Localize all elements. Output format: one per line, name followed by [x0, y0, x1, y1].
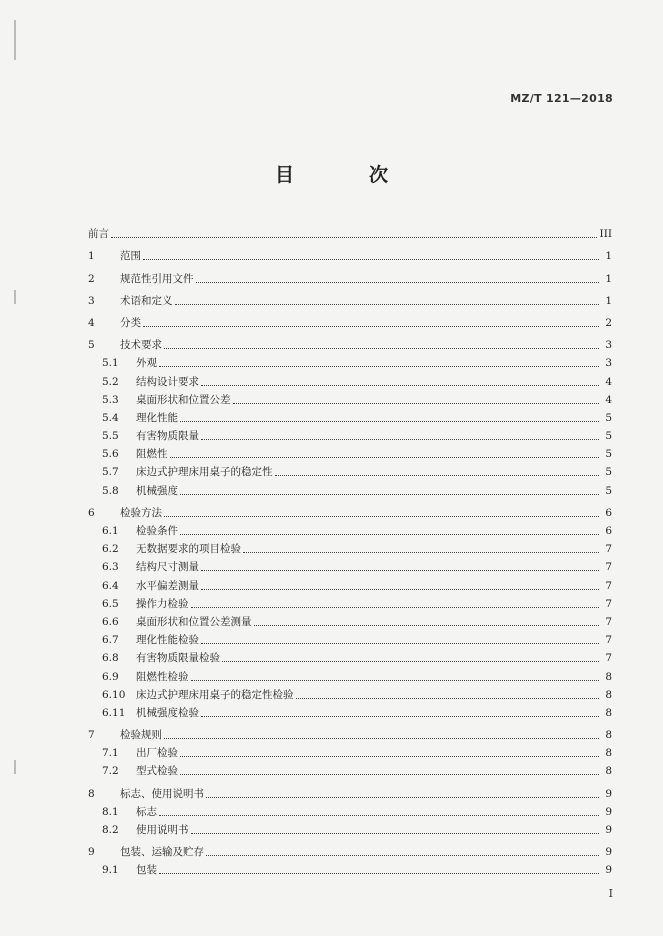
- toc-leader-dots: [143, 258, 599, 260]
- toc-entry-page: 7: [605, 579, 612, 592]
- toc-leader-dots: [233, 402, 600, 404]
- toc-entry[interactable]: [88, 329, 612, 351]
- toc-entry-page: 7: [605, 615, 612, 628]
- toc-entry[interactable]: [88, 858, 612, 876]
- toc-entry[interactable]: [88, 664, 612, 682]
- toc-entry-label: 术语和定义: [120, 294, 173, 307]
- toc-entry-page: 1: [605, 294, 612, 307]
- toc-entry-page: III: [599, 228, 612, 241]
- toc-entry-number: 4: [88, 316, 95, 329]
- toc-entry-page: 9: [605, 824, 612, 836]
- toc-entry-number: 7.2: [102, 765, 119, 778]
- toc-entry-label: 有害物质限量: [136, 430, 199, 443]
- toc-entry[interactable]: [88, 573, 612, 591]
- toc-entry[interactable]: [88, 683, 612, 701]
- toc-entry-number: 8: [88, 787, 95, 800]
- toc-entry-label: 前言: [88, 228, 109, 241]
- toc-leader-dots: [175, 303, 600, 305]
- toc-entry-label: 检验条件: [136, 525, 178, 537]
- scan-binding-mark: [14, 290, 16, 304]
- toc-entry[interactable]: [88, 351, 612, 369]
- toc-entry-number: 6.8: [102, 652, 119, 665]
- toc-entry-number: 7: [88, 729, 95, 742]
- toc-entry-label: 理化性能检验: [136, 634, 199, 647]
- toc-entry-page: 7: [605, 652, 612, 665]
- toc-entry[interactable]: [88, 646, 612, 664]
- toc-entry-label: 分类: [120, 316, 141, 329]
- toc-entry-label: 机械强度: [136, 484, 178, 497]
- toc-leader-dots: [164, 737, 599, 739]
- toc-entry[interactable]: [88, 424, 612, 442]
- toc-leader-dots: [159, 872, 599, 874]
- toc-entry-number: 6.11: [102, 706, 126, 719]
- toc-entry-label: 阻燃性: [136, 448, 168, 461]
- toc-leader-dots: [191, 679, 600, 681]
- toc-leader-dots: [201, 588, 599, 590]
- toc-leader-dots: [222, 660, 599, 662]
- toc-entry-page: 5: [605, 411, 612, 424]
- toc-entry[interactable]: [88, 442, 612, 460]
- toc-leader-dots: [180, 420, 599, 422]
- toc-entry-label: 桌面形状和位置公差: [136, 393, 231, 406]
- toc-entry-number: 5.5: [102, 430, 119, 443]
- toc-entry-number: 8.2: [102, 824, 119, 836]
- toc-leader-dots: [254, 624, 600, 626]
- toc-entry-page: 3: [605, 339, 612, 352]
- toc-entry-label: 结构设计要求: [136, 375, 199, 388]
- toc-entry-number: 6.7: [102, 634, 119, 647]
- toc-entry-page: 8: [605, 747, 612, 760]
- toc-entry-number: 5.8: [102, 484, 119, 497]
- toc-entry-page: 5: [605, 466, 612, 479]
- toc-entry-label: 外观: [136, 357, 157, 370]
- toc-entry[interactable]: [88, 285, 612, 307]
- scan-binding-mark: [14, 20, 16, 60]
- toc-leader-dots: [164, 347, 599, 349]
- toc-entry-number: 9: [88, 846, 95, 859]
- scan-binding-mark: [14, 760, 16, 774]
- toc-entry-page: 2: [605, 316, 612, 329]
- toc-leader-dots: [201, 715, 599, 717]
- toc-entry-page: 4: [605, 393, 612, 406]
- toc-leader-dots: [201, 384, 599, 386]
- toc-leader-dots: [180, 533, 599, 535]
- toc-leader-dots: [159, 365, 599, 367]
- toc-entry-label: 床边式护理床用桌子的稳定性检验: [136, 688, 294, 701]
- toc-entry[interactable]: [88, 628, 612, 646]
- toc-entry[interactable]: [88, 836, 612, 858]
- toc-leader-dots: [143, 325, 599, 327]
- toc-entry-label: 范围: [120, 250, 141, 263]
- toc-entry-page: 7: [605, 543, 612, 556]
- toc-entry-label: 理化性能: [136, 411, 178, 424]
- toc-entry-label: 阻燃性检验: [136, 670, 189, 683]
- toc-entry[interactable]: [88, 406, 612, 424]
- toc-leader-dots: [206, 854, 599, 856]
- toc-leader-dots: [191, 832, 600, 834]
- toc-leader-dots: [180, 493, 599, 495]
- toc-entry[interactable]: [88, 537, 612, 555]
- toc-entry[interactable]: [88, 610, 612, 628]
- page-title: 目 次: [274, 164, 416, 186]
- toc-entry-number: 5.3: [102, 393, 119, 406]
- toc-entry-page: 8: [605, 706, 612, 719]
- toc-entry-page: 3: [605, 357, 612, 370]
- toc-entry[interactable]: [88, 818, 612, 836]
- toc-entry[interactable]: [88, 777, 612, 799]
- toc-entry[interactable]: [88, 741, 612, 759]
- toc-leader-dots: [243, 551, 599, 553]
- toc-entry-label: 出厂检验: [136, 747, 178, 760]
- toc-entry-page: 6: [605, 525, 612, 537]
- toc-entry-number: 1: [88, 250, 95, 263]
- toc-entry-label: 有害物质限量检验: [136, 652, 220, 665]
- toc-entry-number: 5.4: [102, 411, 119, 424]
- table-of-contents: [88, 218, 612, 876]
- toc-entry-label: 检验规则: [120, 729, 162, 742]
- toc-entry-label: 使用说明书: [136, 824, 189, 836]
- toc-entry[interactable]: [88, 497, 612, 519]
- toc-entry-number: 5.2: [102, 375, 119, 388]
- toc-entry-label: 无数据要求的项目检验: [136, 543, 241, 556]
- toc-entry[interactable]: [88, 519, 612, 537]
- page-number: I: [608, 887, 613, 900]
- toc-leader-dots: [201, 642, 599, 644]
- toc-entry-page: 5: [605, 430, 612, 443]
- toc-leader-dots: [191, 606, 600, 608]
- toc-entry-label: 标志、使用说明书: [120, 787, 204, 800]
- toc-entry-page: 7: [605, 597, 612, 610]
- toc-entry-label: 技术要求: [120, 339, 162, 352]
- toc-entry[interactable]: [88, 719, 612, 741]
- toc-leader-dots: [180, 755, 599, 757]
- toc-entry-number: 6.5: [102, 597, 119, 610]
- toc-entry-number: 5.7: [102, 466, 119, 479]
- toc-entry-label: 型式检验: [136, 765, 178, 778]
- toc-entry-number: 7.1: [102, 747, 119, 760]
- toc-entry-number: 5.6: [102, 448, 119, 461]
- toc-entry[interactable]: [88, 240, 612, 262]
- toc-entry-label: 水平偏差测量: [136, 579, 199, 592]
- toc-entry-label: 床边式护理床用桌子的稳定性: [136, 466, 273, 479]
- toc-entry-label: 包装、运输及贮存: [120, 846, 204, 859]
- toc-entry-number: 5.1: [102, 357, 119, 370]
- toc-entry[interactable]: [88, 800, 612, 818]
- toc-entry-page: 7: [605, 561, 612, 574]
- toc-entry-page: 5: [605, 448, 612, 461]
- toc-entry-number: 6.1: [102, 525, 119, 537]
- toc-entry-number: 6.10: [102, 688, 126, 701]
- toc-entry-page: 9: [605, 864, 612, 877]
- toc-entry-label: 标志: [136, 805, 157, 818]
- toc-entry-page: 8: [605, 729, 612, 742]
- toc-entry[interactable]: [88, 759, 612, 777]
- toc-leader-dots: [275, 474, 600, 476]
- toc-entry-page: 8: [605, 765, 612, 778]
- toc-entry[interactable]: [88, 369, 612, 387]
- toc-entry[interactable]: [88, 592, 612, 610]
- toc-entry-page: 1: [605, 272, 612, 285]
- toc-entry-number: 6: [88, 506, 95, 519]
- toc-leader-dots: [170, 456, 600, 458]
- toc-entry-number: 6.6: [102, 615, 119, 628]
- toc-leader-dots: [201, 569, 599, 571]
- toc-entry-page: 7: [605, 634, 612, 647]
- toc-entry[interactable]: [88, 701, 612, 719]
- toc-entry-page: 9: [605, 805, 612, 818]
- toc-entry-label: 检验方法: [120, 506, 162, 519]
- toc-entry-page: 1: [605, 250, 612, 263]
- toc-entry-number: 3: [88, 294, 95, 307]
- toc-entry-page: 8: [605, 688, 612, 701]
- standard-code: MZ/T 121—2018: [510, 92, 613, 105]
- toc-entry-number: 6.3: [102, 561, 119, 574]
- toc-entry-label: 规范性引用文件: [120, 272, 194, 285]
- toc-leader-dots: [180, 773, 599, 775]
- toc-leader-dots: [111, 236, 597, 238]
- toc-entry-label: 机械强度检验: [136, 706, 199, 719]
- toc-entry-label: 桌面形状和位置公差测量: [136, 615, 252, 628]
- toc-leader-dots: [296, 697, 600, 699]
- toc-entry-number: 6.4: [102, 579, 119, 592]
- toc-entry[interactable]: [88, 555, 612, 573]
- toc-leader-dots: [164, 515, 599, 517]
- toc-entry-page: 9: [605, 787, 612, 800]
- toc-entry[interactable]: [88, 460, 612, 478]
- toc-leader-dots: [159, 814, 599, 816]
- toc-entry[interactable]: [88, 262, 612, 284]
- toc-entry-page: 8: [605, 670, 612, 683]
- toc-entry-number: 9.1: [102, 864, 119, 877]
- toc-leader-dots: [201, 438, 599, 440]
- toc-entry-number: 5: [88, 339, 95, 352]
- toc-entry-number: 6.2: [102, 543, 119, 556]
- toc-entry-page: 9: [605, 846, 612, 859]
- toc-leader-dots: [196, 281, 600, 283]
- toc-entry[interactable]: [88, 478, 612, 496]
- toc-entry[interactable]: [88, 307, 612, 329]
- toc-leader-dots: [206, 796, 599, 798]
- toc-entry-number: 8.1: [102, 805, 119, 818]
- toc-entry[interactable]: [88, 388, 612, 406]
- toc-entry-label: 包装: [136, 864, 157, 877]
- toc-entry[interactable]: [88, 218, 612, 240]
- toc-entry-label: 操作力检验: [136, 597, 189, 610]
- toc-entry-label: 结构尺寸测量: [136, 561, 199, 574]
- toc-entry-page: 4: [605, 375, 612, 388]
- toc-entry-number: 6.9: [102, 670, 119, 683]
- toc-entry-number: 2: [88, 272, 95, 285]
- toc-entry-page: 6: [605, 506, 612, 519]
- toc-entry-page: 5: [605, 484, 612, 497]
